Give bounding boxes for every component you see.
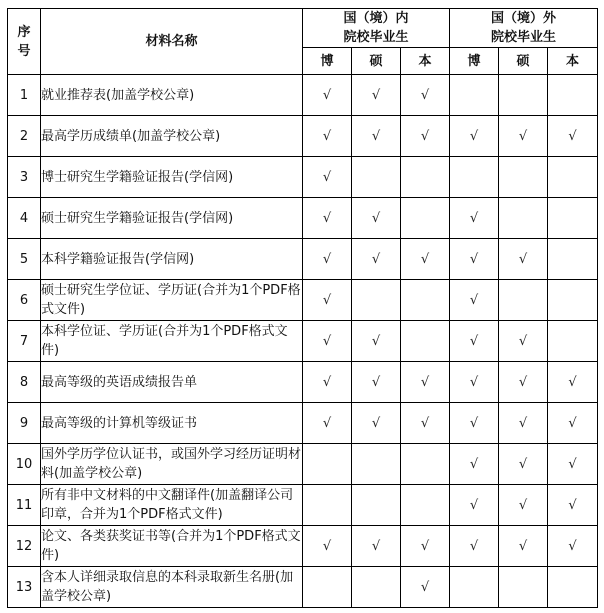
- check-mark: √: [352, 198, 401, 239]
- material-name: 本科学位证、学历证(合并为1个PDF格式文件): [41, 321, 303, 362]
- table-row: [8, 403, 598, 444]
- check-mark: [548, 280, 598, 321]
- check-mark: √: [548, 403, 598, 444]
- header-domestic-graduates: [303, 9, 450, 48]
- check-mark: √: [303, 157, 352, 198]
- material-name: 国外学历学位认证书，或国外学习经历证明材料(加盖学校公章): [41, 444, 303, 485]
- check-mark: √: [499, 526, 548, 567]
- table-row: [8, 567, 598, 608]
- check-mark: √: [499, 444, 548, 485]
- check-mark: [401, 280, 450, 321]
- check-mark: [499, 198, 548, 239]
- check-mark: √: [352, 403, 401, 444]
- check-mark: [303, 485, 352, 526]
- row-number: 3: [8, 157, 41, 198]
- check-mark: √: [450, 403, 499, 444]
- check-mark: [401, 444, 450, 485]
- material-name: 最高等级的英语成绩报告单: [41, 362, 303, 403]
- check-mark: [548, 198, 598, 239]
- check-mark: √: [548, 526, 598, 567]
- table-row: [8, 239, 598, 280]
- check-mark: √: [450, 444, 499, 485]
- check-mark: √: [303, 116, 352, 157]
- check-mark: [450, 75, 499, 116]
- check-mark: √: [499, 362, 548, 403]
- check-mark: √: [303, 362, 352, 403]
- check-mark: [352, 444, 401, 485]
- material-name: 博士研究生学籍验证报告(学信网): [41, 157, 303, 198]
- check-mark: √: [352, 75, 401, 116]
- check-mark: √: [450, 198, 499, 239]
- check-mark: √: [401, 116, 450, 157]
- check-mark: [352, 567, 401, 608]
- table-row: [8, 362, 598, 403]
- check-mark: √: [401, 526, 450, 567]
- check-mark: [548, 157, 598, 198]
- header-seq-line1: 序: [17, 24, 31, 40]
- check-mark: √: [303, 280, 352, 321]
- header-foreign-phd: 博: [450, 48, 499, 75]
- table-row: [8, 321, 598, 362]
- header-material-name: 材料名称: [41, 9, 303, 75]
- check-mark: √: [401, 239, 450, 280]
- header-domestic-master: 硕: [352, 48, 401, 75]
- header-foreign-line1: 国（境）外: [491, 11, 557, 26]
- check-mark: √: [450, 280, 499, 321]
- row-number: 10: [8, 444, 41, 485]
- row-number: 7: [8, 321, 41, 362]
- check-mark: √: [450, 485, 499, 526]
- check-mark: [499, 75, 548, 116]
- check-mark: √: [401, 75, 450, 116]
- row-number: 9: [8, 403, 41, 444]
- header-seq: [8, 9, 41, 75]
- check-mark: √: [352, 116, 401, 157]
- header-domestic-line1: 国（境）内: [343, 11, 409, 26]
- material-name: 所有非中文材料的中文翻译件(加盖翻译公司印章，合并为1个PDF格式文件): [41, 485, 303, 526]
- check-mark: [450, 567, 499, 608]
- header-foreign-bachelor: 本: [548, 48, 598, 75]
- check-mark: √: [548, 444, 598, 485]
- check-mark: [499, 280, 548, 321]
- check-mark: [352, 157, 401, 198]
- check-mark: √: [352, 362, 401, 403]
- check-mark: [401, 485, 450, 526]
- check-mark: √: [303, 321, 352, 362]
- check-mark: [352, 485, 401, 526]
- row-number: 5: [8, 239, 41, 280]
- check-mark: √: [499, 321, 548, 362]
- check-mark: √: [499, 485, 548, 526]
- table-row: [8, 157, 598, 198]
- check-mark: √: [450, 239, 499, 280]
- material-name: 硕士研究生学位证、学历证(合并为1个PDF格式文件): [41, 280, 303, 321]
- check-mark: √: [548, 116, 598, 157]
- check-mark: [401, 198, 450, 239]
- check-mark: √: [450, 116, 499, 157]
- check-mark: √: [450, 362, 499, 403]
- material-name: 论文、各类获奖证书等(合并为1个PDF格式文件): [41, 526, 303, 567]
- materials-requirement-table: [7, 8, 598, 608]
- check-mark: √: [401, 403, 450, 444]
- check-mark: [548, 567, 598, 608]
- row-number: 6: [8, 280, 41, 321]
- table-row: [8, 526, 598, 567]
- row-number: 12: [8, 526, 41, 567]
- check-mark: √: [303, 403, 352, 444]
- header-domestic-bachelor: 本: [401, 48, 450, 75]
- material-name: 硕士研究生学籍验证报告(学信网): [41, 198, 303, 239]
- check-mark: [499, 157, 548, 198]
- row-number: 11: [8, 485, 41, 526]
- row-number: 4: [8, 198, 41, 239]
- table-row: [8, 444, 598, 485]
- check-mark: √: [303, 198, 352, 239]
- check-mark: √: [499, 116, 548, 157]
- check-mark: √: [303, 526, 352, 567]
- check-mark: [548, 75, 598, 116]
- check-mark: √: [401, 362, 450, 403]
- table-row: [8, 75, 598, 116]
- check-mark: √: [450, 526, 499, 567]
- check-mark: [548, 239, 598, 280]
- check-mark: [499, 567, 548, 608]
- check-mark: √: [352, 239, 401, 280]
- check-mark: [401, 321, 450, 362]
- row-number: 2: [8, 116, 41, 157]
- check-mark: √: [450, 321, 499, 362]
- header-foreign-graduates: [450, 9, 598, 48]
- row-number: 1: [8, 75, 41, 116]
- material-name: 最高学历成绩单(加盖学校公章): [41, 116, 303, 157]
- header-foreign-line2: 院校毕业生: [491, 30, 557, 45]
- row-number: 13: [8, 567, 41, 608]
- header-domestic-line2: 院校毕业生: [343, 30, 409, 45]
- check-mark: √: [499, 403, 548, 444]
- check-mark: [303, 444, 352, 485]
- check-mark: [303, 567, 352, 608]
- check-mark: √: [303, 75, 352, 116]
- material-name: 含本人详细录取信息的本科录取新生名册(加盖学校公章): [41, 567, 303, 608]
- table-row: [8, 280, 598, 321]
- check-mark: √: [548, 362, 598, 403]
- check-mark: √: [303, 239, 352, 280]
- material-name: 就业推荐表(加盖学校公章): [41, 75, 303, 116]
- check-mark: √: [548, 485, 598, 526]
- header-foreign-master: 硕: [499, 48, 548, 75]
- check-mark: √: [401, 567, 450, 608]
- check-mark: [548, 321, 598, 362]
- check-mark: √: [499, 239, 548, 280]
- check-mark: √: [352, 321, 401, 362]
- row-number: 8: [8, 362, 41, 403]
- table-row: [8, 485, 598, 526]
- header-seq-line2: 号: [17, 43, 31, 59]
- material-name: 本科学籍验证报告(学信网): [41, 239, 303, 280]
- check-mark: [352, 280, 401, 321]
- header-row-top: [8, 9, 598, 48]
- table-row: [8, 198, 598, 239]
- check-mark: [450, 157, 499, 198]
- check-mark: √: [352, 526, 401, 567]
- header-domestic-phd: 博: [303, 48, 352, 75]
- material-name: 最高等级的计算机等级证书: [41, 403, 303, 444]
- check-mark: [401, 157, 450, 198]
- table-row: [8, 116, 598, 157]
